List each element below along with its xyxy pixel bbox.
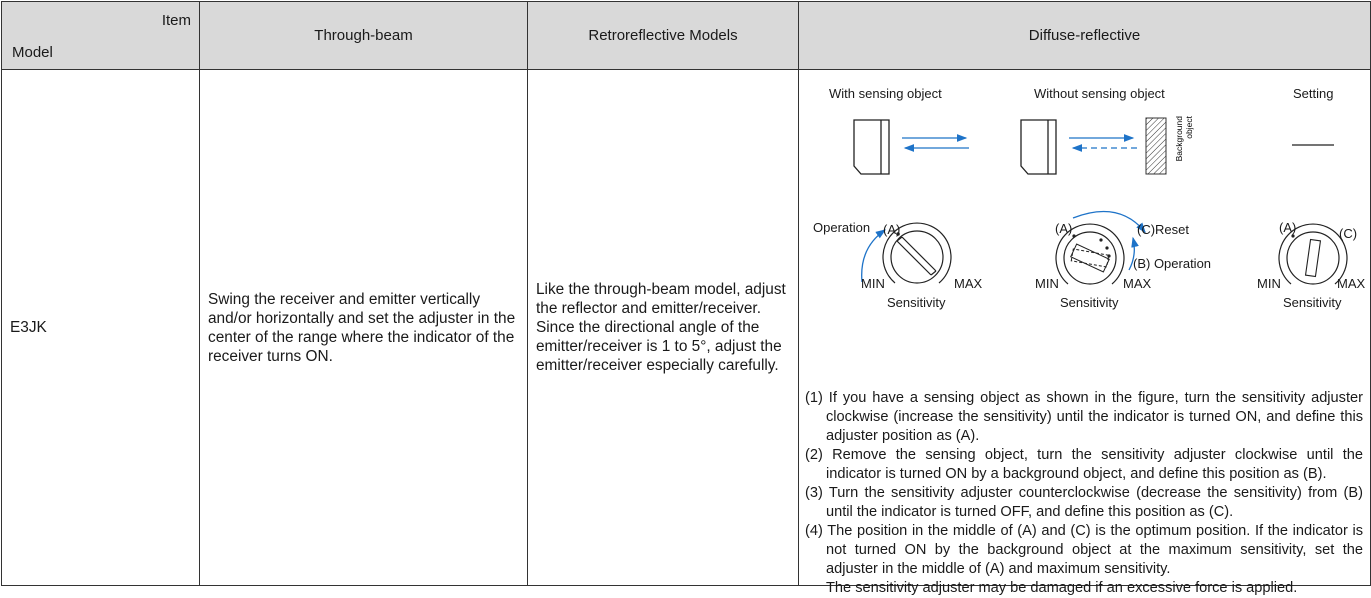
knob2-a-label: (A) [1055, 221, 1073, 236]
knob1-sensitivity-label: Sensitivity [887, 295, 946, 310]
header-row [2, 2, 1371, 70]
knob2-min-label: MIN [1035, 276, 1059, 291]
background-label-2: object [1184, 116, 1194, 139]
sensor-without-object-icon [1021, 120, 1056, 174]
knob2-b-operation-label: (B) Operation [1133, 256, 1212, 271]
sensor-with-object-icon [854, 120, 889, 174]
sensor-diagram [799, 70, 1369, 300]
with-sensing-object-label: With sensing object [829, 86, 942, 101]
background-label-1: Background [1174, 116, 1184, 162]
knob2-sensitivity-label: Sensitivity [1060, 295, 1119, 310]
procedure-steps [805, 389, 1363, 598]
step-2: (2) Remove the sensing object, turn the sensitivity adjuster clockwise until the indicator is turned ON by a background object, and define this position as (B). [805, 447, 1363, 482]
model-cell: E3JK [2, 70, 200, 586]
e3jk-row [2, 70, 1371, 586]
retroreflective-cell: Like the through-beam model, adjust the reflector and emitter/receiver. Since the directional angle of the emitter/receiver is 1 to 5°, adjust the emitter/receiver especially carefully. [528, 70, 799, 586]
step-1: (1) If you have a sensing object as shown in the figure, turn the sensitivity adjuster clockwise (increase the sensitivity) until the indicator is turned ON, and define this adjuster position as (A). [805, 390, 1363, 444]
step-4: (4) The position in the middle of (A) and (C) is the optimum position. If the indicator is not turned ON by the background object at the maximum sensitivity, set the adjuster in the middle of (A) and maximum sensitivity. [805, 523, 1363, 577]
beam-arrows-without-object [1069, 138, 1137, 148]
without-sensing-object-label: Without sensing object [1034, 86, 1165, 101]
knob3-a-label: (A) [1279, 220, 1297, 235]
knob3-max-label: MAX [1337, 276, 1366, 291]
knob3-min-label: MIN [1257, 276, 1281, 291]
corner-header [2, 2, 200, 70]
caution-note: The sensitivity adjuster may be damaged if an excessive force is applied. [826, 580, 1298, 596]
retroreflective-header: Retroreflective Models [528, 2, 799, 70]
through-beam-header: Through-beam [200, 2, 528, 70]
knob1-max-label: MAX [954, 276, 983, 291]
step-3: (3) Turn the sensitivity adjuster counterclockwise (decrease the sensitivity) from (B) until the indicator is turned OFF, and define this position as (C). [805, 485, 1363, 520]
rotation-arrow-reset [1073, 212, 1145, 232]
model-label: Model [12, 44, 53, 61]
adjustment-table [1, 1, 1371, 596]
setting-label: Setting [1293, 86, 1334, 101]
knob2-c-reset-label: (C)Reset [1137, 222, 1190, 237]
operation-label: Operation [813, 220, 871, 235]
knob1-min-label: MIN [861, 276, 885, 291]
rotation-arrow-1 [862, 230, 885, 282]
knob1-a-label: (A) [883, 222, 901, 237]
background-object-hatch [1146, 118, 1166, 174]
knob3-sensitivity-label: Sensitivity [1283, 295, 1342, 310]
diffuse-reflective-header: Diffuse-reflective [799, 2, 1371, 70]
knob3-c-label: (C) [1339, 226, 1358, 241]
through-beam-cell: Swing the receiver and emitter vertically and/or horizontally and set the adjuster in the center of the range where the indicator of the receiver turns ON. [200, 70, 528, 586]
item-label: Item [161, 12, 191, 29]
beam-arrows-with-object [902, 138, 969, 148]
knob2-max-label: MAX [1123, 276, 1152, 291]
diffuse-reflective-cell [799, 70, 1371, 596]
